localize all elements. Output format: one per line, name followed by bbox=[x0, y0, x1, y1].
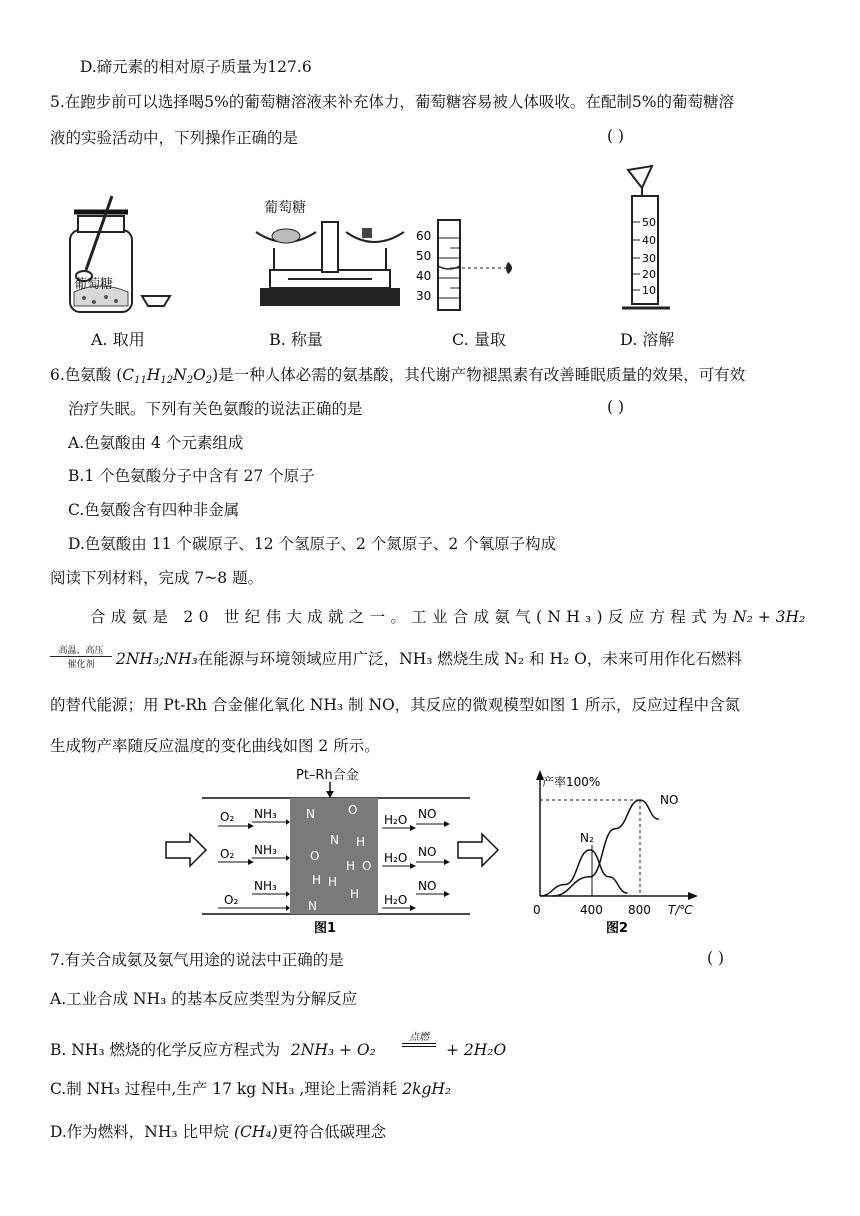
q5-caption-c: C. 量取 bbox=[452, 330, 506, 349]
q6-stem-line2: 治疗失眠。下列有关色氨酸的说法正确的是 bbox=[68, 400, 363, 418]
figure2-caption: 图2 bbox=[606, 921, 629, 936]
cyl-tick-50: 50 bbox=[416, 249, 432, 263]
glucose-jar-label: 葡萄糖 bbox=[74, 277, 114, 292]
catalyst-label: Pt–Rh合金 bbox=[296, 768, 359, 783]
tube-tick-30: 30 bbox=[642, 252, 656, 265]
measuring-cylinder bbox=[438, 220, 512, 310]
outflow-no-1: NO bbox=[418, 807, 437, 821]
inflow-o2-1: O₂ bbox=[220, 810, 235, 824]
n2-series-label: N₂ bbox=[580, 831, 594, 845]
q7-option-a: A.工业合成 NH₃ 的基本反应类型为分解反应 bbox=[50, 990, 358, 1008]
q5-caption-d: D. 溶解 bbox=[620, 330, 675, 349]
atom-c2-3: H bbox=[328, 875, 338, 889]
q4-option-d: D.碲元素的相对原子质量为127.6 bbox=[80, 58, 312, 76]
no-curve bbox=[553, 800, 659, 896]
balance-illustration bbox=[256, 222, 404, 306]
x-tick-800: 800 bbox=[628, 903, 651, 917]
x-tick-400: 400 bbox=[580, 903, 603, 917]
catalyst-block bbox=[290, 798, 378, 914]
q7-b-condition: 点燃 bbox=[409, 1032, 429, 1043]
q6-option-a: A.色氨酸由 4 个元素组成 bbox=[68, 434, 244, 452]
tryptophan-formula: $C_{11}H_{12}N_2O_2$ bbox=[122, 366, 213, 386]
reading-intro: 阅读下列材料，完成 7~8 题。 bbox=[50, 569, 264, 587]
outflow-no-3: NO bbox=[418, 879, 437, 893]
q7-option-c: C.制 NH₃ 过程中,生产 17 kg NH₃ ,理论上需消耗 2kgH₂ bbox=[50, 1080, 452, 1098]
q5-lab-figure bbox=[60, 160, 700, 320]
q6-stem-line1: 6.色氨酸 $(C_{11}H_{12}N_2O_2)$是一种人体必需的氨基酸，其代谢产物褪黑素有改善睡眠质量的效果，可有效 bbox=[50, 366, 746, 386]
atom-c1-1: N bbox=[306, 807, 315, 821]
inflow-o2-3: O₂ bbox=[224, 893, 239, 907]
q5-answer-blank: ( ) bbox=[607, 127, 625, 145]
cyl-tick-60: 60 bbox=[416, 229, 432, 243]
y-axis-label: 产率100% bbox=[542, 775, 601, 789]
outlet-arrow bbox=[458, 834, 498, 866]
tube-tick-50: 50 bbox=[642, 216, 656, 229]
atom-c2-2: N bbox=[330, 833, 339, 847]
q6-option-d: D.色氨酸由 11 个碳原子、12 个氢原子、2 个氮原子、2 个氧原子构成 bbox=[68, 535, 557, 553]
reading-p4: 生成物产率随反应温度的变化曲线如图 2 所示。 bbox=[50, 737, 380, 755]
inflow-nh3-3: NH₃ bbox=[254, 879, 277, 893]
figure2-yield-chart bbox=[528, 766, 708, 938]
q7-option-b: B. NH₃ 燃烧的化学反应方程式为 2NH₃ + O₂ bbox=[50, 1041, 376, 1059]
outflow-h2o-2: H₂O bbox=[384, 851, 408, 865]
x-axis-label: T/℃ bbox=[668, 903, 693, 917]
reading-p3: 的替代能源；用 Pt-Rh 合金催化氧化 NH₃ 制 NO，其反应的微观模型如图 1 所示，反应过程中含氮 bbox=[50, 696, 740, 714]
q5-stem-line1: 5.在跑步前可以选择喝5%的葡萄糖溶液来补充体力，葡萄糖容易被人体吸收。在配制5%的葡萄糖溶 bbox=[50, 93, 734, 111]
q7-b-equals-sign bbox=[402, 1043, 436, 1047]
q7-answer-blank: ( ) bbox=[707, 949, 725, 967]
outflow-h2o-1: H₂O bbox=[384, 813, 408, 827]
atom-c1-4: N bbox=[308, 899, 317, 913]
q7-b-products: + 2H₂O bbox=[446, 1041, 507, 1059]
atom-c3-3: H bbox=[346, 859, 356, 873]
atom-c3-2: O bbox=[362, 859, 372, 873]
atom-c3-1: H bbox=[356, 835, 366, 849]
reading-p2: 2NH₃;NH₃在能源与环境领域应用广泛，NH₃ 燃烧生成 N₂ 和 H₂ O，未来可用作化石燃料 bbox=[116, 650, 742, 668]
q5-stem-line2: 液的实验活动中，下列操作正确的是 bbox=[50, 129, 299, 147]
outflow-no-2: NO bbox=[418, 845, 437, 859]
figure1-reaction-model bbox=[160, 766, 500, 938]
q7-b-equation: 2NH₃ + O₂ bbox=[290, 1041, 376, 1059]
outflow-h2o-3: H₂O bbox=[384, 893, 408, 907]
q6-answer-blank: ( ) bbox=[607, 398, 625, 416]
no-series-label: NO bbox=[660, 793, 679, 807]
watch-glass bbox=[142, 296, 170, 306]
cyl-tick-30: 30 bbox=[416, 289, 432, 303]
q7-stem: 7.有关合成氨及氨气用途的说法中正确的是 bbox=[50, 951, 344, 969]
q6-option-b: B.1 个色氨酸分子中含有 27 个原子 bbox=[68, 467, 315, 485]
inflow-nh3-2: NH₃ bbox=[254, 843, 277, 857]
inflow-nh3-1: NH₃ bbox=[254, 807, 277, 821]
n2-curve bbox=[540, 850, 628, 896]
tube-tick-20: 20 bbox=[642, 268, 656, 281]
x-axis-arrow bbox=[688, 892, 698, 900]
figure1-caption: 图1 bbox=[314, 921, 337, 936]
q5-caption-a: A. 取用 bbox=[91, 330, 145, 349]
atom-c2-4: H bbox=[350, 887, 360, 901]
atom-c2-1: O bbox=[348, 803, 358, 817]
reading-p1: 合成氨是 20 世纪伟大成就之一。工业合成氨气(NH₃)反应方程式为 bbox=[90, 608, 733, 626]
x-tick-0: 0 bbox=[533, 903, 541, 917]
atom-c1-2: O bbox=[310, 849, 320, 863]
tube-tick-10: 10 bbox=[642, 284, 656, 297]
eq-condition-top: 高温、高压 bbox=[50, 643, 112, 657]
q6-option-c: C.色氨酸含有四种非金属 bbox=[68, 501, 240, 519]
reading-eq-reactants: N₂ + 3H₂ bbox=[733, 608, 806, 626]
q7-option-d: D.作为燃料，NH₃ 比甲烷 (CH₄)更符合低碳理念 bbox=[50, 1123, 387, 1141]
inlet-arrow bbox=[166, 834, 206, 866]
tube-tick-40: 40 bbox=[642, 234, 656, 247]
glucose-jar-illustration bbox=[70, 196, 132, 312]
q5-caption-b: B. 称量 bbox=[269, 330, 323, 349]
inflow-o2-2: O₂ bbox=[220, 847, 235, 861]
atom-c1-3: H bbox=[312, 873, 322, 887]
glucose-balance-label: 葡萄糖 bbox=[264, 200, 306, 216]
eq-condition-bottom: 催化剂 bbox=[67, 660, 95, 670]
cyl-tick-40: 40 bbox=[416, 269, 432, 283]
